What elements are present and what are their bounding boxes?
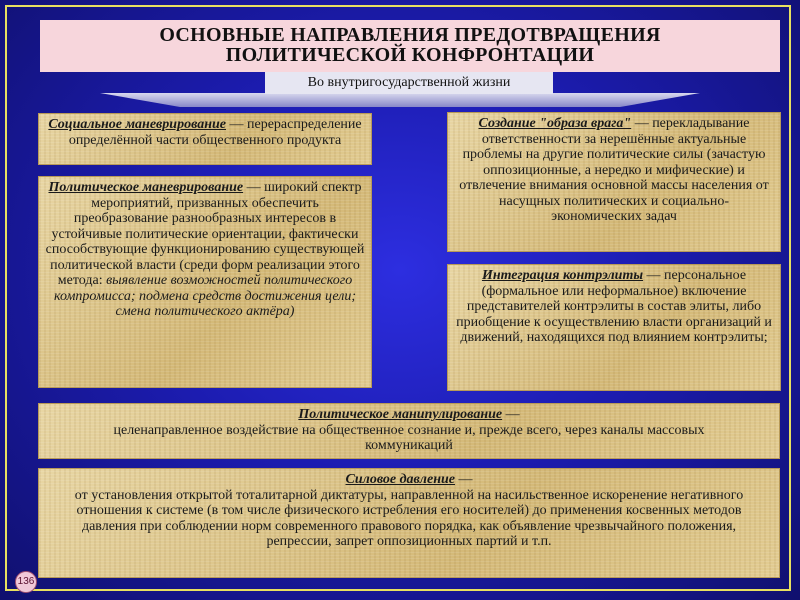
box-enemy-body: перекладывание ответственности за нерешённые актуальные проблемы на другие политические силы (зачастую оппозиционные, а нередко и мифические) и отвлечение внимания основной массы населения от насущных политических и социально-экономических задач xyxy=(459,116,769,224)
subtitle-chevron-shape xyxy=(100,93,700,109)
box-social-dash: — xyxy=(226,117,244,132)
slide-title xyxy=(40,20,780,72)
box-enemy-heading: Создание "образа врага" xyxy=(478,116,632,131)
box-manipulation-dash: — xyxy=(502,407,520,422)
page-number-badge: 136 xyxy=(15,571,37,593)
box-counter-elite-dash: — xyxy=(643,268,661,283)
box-force-pressure xyxy=(38,468,780,578)
box-manipulation-body: целенаправленное воздействие на общественное сознание и, прежде всего, через каналы массовых коммуникаций xyxy=(113,422,705,453)
box-enemy-dash: — xyxy=(631,116,649,131)
box-manipulation-heading: Политическое манипулирование xyxy=(298,407,503,422)
box-force-body: от установления открытой тоталитарной диктатуры, направленной на насильственное искоренение негативного отношения к системе (в том числе физического истребления его носителей) до применения косвенных методов давления при соблюдении норм современного правового порядка, как объявление чрезвычайного положения, репрессии, запрет оппозиционных партий и т.п. xyxy=(74,487,744,549)
box-social-body: перераспределение определённой части общественного продукта xyxy=(68,117,362,148)
box-political-manipulation xyxy=(38,403,780,459)
box-social-maneuvering xyxy=(38,113,372,165)
box-force-heading: Силовое давление xyxy=(345,472,455,487)
box-political-italic: выявление возможностей политического компромисса; подмена средств достижения цели; смена политического актёра) xyxy=(54,273,356,319)
title-line-2: ПОЛИТИЧЕСКОЙ КОНФРОНТАЦИИ xyxy=(225,44,595,66)
box-political-dash: — xyxy=(243,180,261,195)
box-counter-elite-heading: Интеграция контрэлиты xyxy=(481,268,644,283)
box-force-dash: — xyxy=(454,472,473,487)
box-enemy-image xyxy=(447,112,781,252)
box-political-heading: Политическое маневрирование xyxy=(48,180,244,195)
title-line-1: ОСНОВНЫЕ НАПРАВЛЕНИЯ ПРЕДОТВРАЩЕНИЯ xyxy=(159,24,661,46)
box-political-maneuvering xyxy=(38,176,372,388)
box-political-body: широкий спектр мероприятий, призванных обеспечить преобразование разнообразных интересов в устойчивые политические ориентации, фактически способствующие функционированию существующей политической власти (среди форм реализации этого метода: xyxy=(45,180,365,288)
box-counter-elite xyxy=(447,264,781,391)
box-social-heading: Социальное маневрирование xyxy=(48,117,226,132)
subtitle-banner: Во внутригосударственной жизни xyxy=(265,72,553,94)
box-counter-elite-body: персональное (формальное или неформальное) включение представителей контрэлиты в состав элиты, либо приобщение к осуществлению власти организаций и движений, находящихся под влиянием контрэлиты; xyxy=(456,268,772,345)
